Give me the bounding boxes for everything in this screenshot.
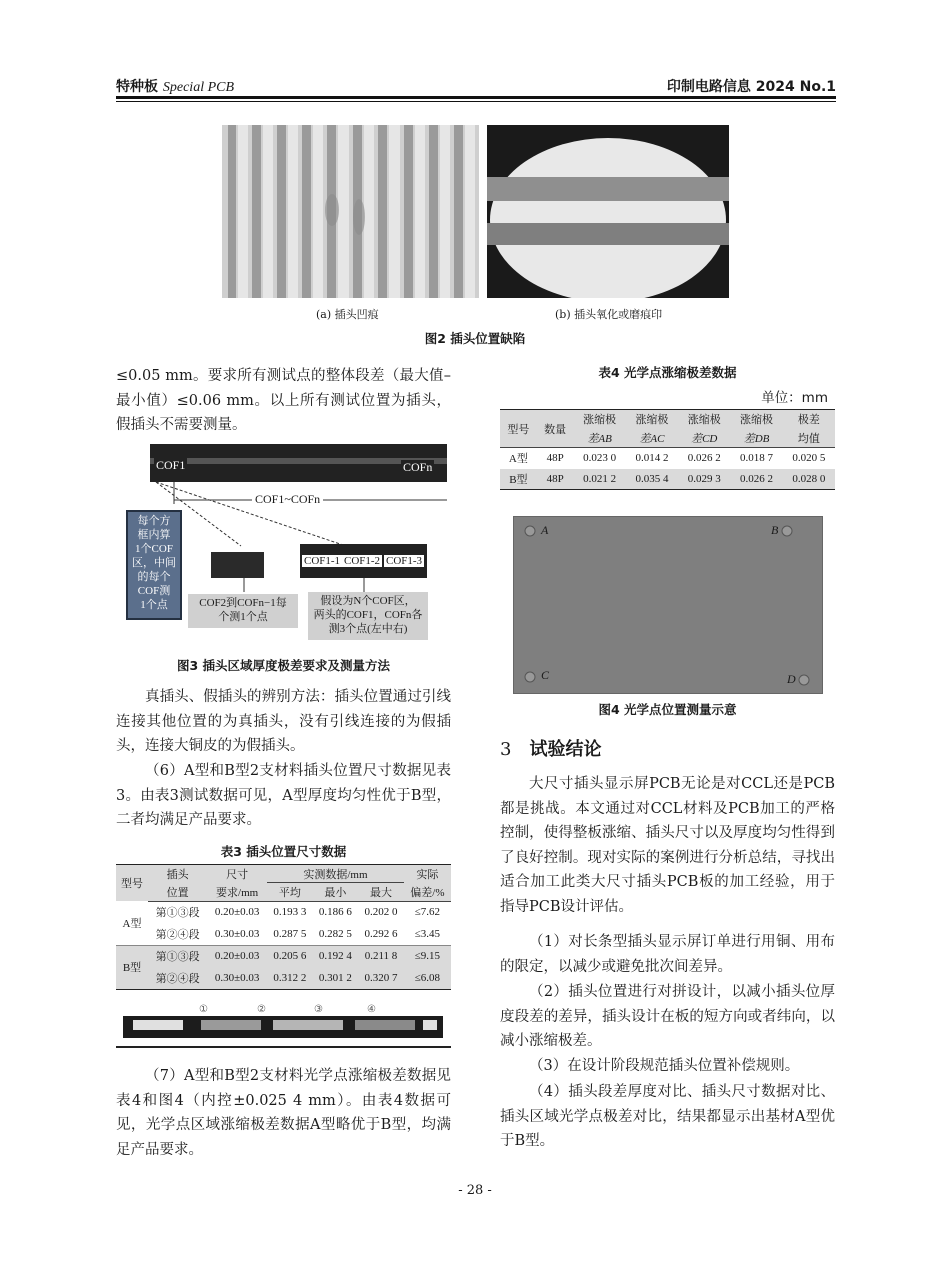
- running-header-right: 印制电路信息 2024 No.1: [666, 79, 836, 95]
- t3-model-a: A型: [116, 901, 148, 945]
- end-cof-note: 假设为N个COF区， 两头的COF1，COFn各 测3个点(左中右): [308, 592, 428, 640]
- table-cell: 48P: [537, 469, 574, 490]
- figure-3-caption: 图3 插头区域厚度极差要求及测量方法: [176, 658, 391, 673]
- table-4: [500, 409, 835, 490]
- table-cell: 0.30±0.03: [207, 923, 267, 945]
- fiducial-b-label: B: [771, 523, 779, 537]
- figure-4-caption: 图4 光学点位置测量示意: [598, 702, 737, 717]
- t3-header-model: 型号: [116, 865, 148, 902]
- t4-header-ab-line2: 差AB: [587, 432, 612, 445]
- section-3-intro: 大尺寸插头显示屏PCB无论是对CCL还是PCB都是挑战。本文通过对CCL材料及PCB加工的严格控制，使得整板涨缩、插头尺寸以及厚度均匀性得到了良好控制。现对实际的案例进行分析总结，寻找出适合加工此类大尺寸插头PCB板的加工经验，用于指导PCB设计评估。: [500, 776, 835, 915]
- fiducial-c-label: C: [541, 668, 550, 682]
- t3-model-b: B型: [116, 945, 148, 989]
- fiducial-b-marker: [782, 526, 792, 536]
- figure-2a-image: [222, 125, 479, 298]
- t4-header-mean-2: [783, 429, 835, 448]
- t3-header-plug-2: 位置: [148, 883, 207, 901]
- plug-strip-graphic: [123, 1004, 443, 1040]
- t3-header-max: 最大: [358, 883, 404, 901]
- t4-header-ac-2: [626, 429, 678, 448]
- table-cell: ≤3.45: [404, 923, 451, 945]
- fiducial-d-marker: [799, 675, 809, 685]
- t4-header-mean-line2: 均值: [797, 432, 820, 445]
- strip-mark-3: ③: [314, 1004, 323, 1015]
- t4-header-ac-line1: 涨缩极: [635, 414, 669, 427]
- conclusion-item-3: （3）在设计阶段规范插头位置补偿规则。: [529, 1058, 800, 1074]
- t4-header-cd: [678, 410, 730, 429]
- header-rule-thin: [116, 101, 836, 102]
- t4-header-cd-2: [678, 429, 730, 448]
- t3-header-dev: 实际: [404, 865, 451, 883]
- figure-2b-subcaption: (b) 插头氧化或磨痕印: [555, 308, 663, 321]
- page-number: - 28 -: [458, 1183, 492, 1198]
- paragraph-table3-intro: （6）A型和B型2支材料插头位置尺寸数据见表3。由表3测试数据可见，A型厚度均匀性优于B型，二者均满足产品要求。: [116, 763, 451, 828]
- cof1-label: COF1: [156, 458, 186, 472]
- t3-header-min: 最小: [313, 883, 359, 901]
- table-cell: 0.287 5: [267, 923, 313, 945]
- cof1-3-label: COF1-3: [386, 555, 423, 567]
- table-cell: 第①③段: [155, 907, 200, 920]
- cof-region-note: 每个方 框内算 1个COF 区，中间 的每个 COF测 1个点: [126, 510, 182, 620]
- conclusion-item-1: （1）对长条型插头显示屏订单进行用铜、用布的限定，以减少或避免批次间差异。: [500, 934, 835, 975]
- t4-header-ab-line1: 涨缩极: [583, 414, 617, 427]
- table-cell: ≤9.15: [404, 945, 451, 967]
- table-cell: 0.192 4: [313, 945, 359, 967]
- t3-header-dev-2: 偏差/%: [404, 883, 451, 901]
- table-3: [116, 864, 451, 990]
- table-cell: 0.018 7: [740, 452, 774, 465]
- table-cell: 0.021 2: [574, 469, 626, 490]
- t3-header-plug: 插头: [148, 865, 207, 883]
- strip-mark-2: ②: [257, 1004, 266, 1015]
- table-cell: 0.026 2: [687, 452, 721, 465]
- figure-4-panel: [513, 516, 823, 694]
- figure-2b-image: [487, 125, 729, 298]
- t4-header-db-2: [730, 429, 782, 448]
- table-cell: ≤6.08: [404, 967, 451, 989]
- plug-dent-photo: [222, 125, 479, 298]
- fiducial-a-label: A: [541, 523, 549, 537]
- t4-header-mean-line1: 极差: [797, 414, 820, 427]
- paragraph-thickness-requirement: ≤0.05 mm。要求所有测试点的整体段差（最大值–最小值）≤0.06 mm。以上所有测试位置为插头，假插头不需要测量。: [116, 368, 451, 433]
- conclusion-item-2: （2）插头位置进行对拼设计，以减小插头位厚度段差的差异，插头设计在板的短方向或者纬向，以减小涨缩极差。: [500, 984, 835, 1049]
- table-cell: 0.292 6: [358, 923, 404, 945]
- t4-header-ac-line2: 差AC: [639, 432, 665, 445]
- t4-header-ab-2: [574, 429, 626, 448]
- t3-header-avg: 平均: [267, 883, 313, 901]
- header-rule: [116, 96, 836, 99]
- table-cell: A型: [508, 453, 528, 466]
- table-cell: 0.023 0: [583, 452, 617, 465]
- table-cell: 0.205 6: [267, 945, 313, 967]
- conclusion-item-4: （4）插头段差厚度对比、插头尺寸数据对比、插头区域光学点极差对比，结果都显示出基材A型优于B型。: [500, 1084, 835, 1149]
- cof-span-label: COF1~COFn: [252, 492, 323, 507]
- table-cell: 0.026 2: [730, 469, 782, 490]
- table-3-caption: 表3 插头位置尺寸数据: [220, 844, 347, 859]
- middle-cof-note: COF2到COFn−1每 个测1个点: [188, 594, 298, 628]
- strip-mark-1: ①: [199, 1004, 208, 1015]
- table-cell: 0.211 8: [358, 945, 404, 967]
- section-3-number: 3: [500, 739, 512, 760]
- table-cell: 0.029 3: [678, 469, 730, 490]
- table-cell: 0.20±0.03: [207, 945, 267, 967]
- table-cell: 0.312 2: [267, 967, 313, 989]
- table-cell: 0.020 5: [792, 452, 826, 465]
- table-cell: 0.301 2: [313, 967, 359, 989]
- table-cell: 0.193 3: [273, 906, 307, 919]
- t4-header-mean: [783, 410, 835, 429]
- table-cell: 0.028 0: [783, 469, 835, 490]
- fiducial-c-marker: [525, 672, 535, 682]
- paragraph-table4-intro: （7）A型和B型2支材料光学点涨缩极差数据见表4和图4（内控±0.025 4 mm）。由表4数据可见，光学点区域涨缩极差数据A型略优于B型，均满足产品要求。: [116, 1068, 451, 1158]
- table-4-unit: 单位：mm: [761, 390, 828, 406]
- table-cell: 0.282 5: [313, 923, 359, 945]
- plug-oxidation-photo: [487, 125, 729, 298]
- table-cell: ≤7.62: [414, 906, 441, 919]
- t3-header-measured: 实测数据/mm: [267, 865, 404, 883]
- t4-header-db-line2: 差DB: [743, 432, 770, 445]
- t4-header-ac: [626, 410, 678, 429]
- figure-2-caption: 图2 插头位置缺陷: [424, 331, 526, 346]
- t4-header-model: 型号: [500, 410, 537, 448]
- table-4-caption: 表4 光学点涨缩极差数据: [598, 365, 737, 380]
- fiducial-d-label: D: [787, 672, 796, 686]
- cofn-label: COFn: [403, 460, 433, 474]
- figure-4-fiducials: [514, 517, 822, 693]
- section-3-heading: [500, 735, 601, 761]
- t4-header-ab: [574, 410, 626, 429]
- strip-mark-4: ④: [367, 1004, 376, 1015]
- cof1-1-label: COF1-1: [304, 555, 341, 567]
- table-cell: 48P: [546, 452, 564, 465]
- table-cell: B型: [500, 469, 537, 490]
- plug-strip-image: [123, 1004, 443, 1040]
- table-cell: 第②④段: [148, 923, 207, 945]
- t3-header-size: 尺寸: [207, 865, 267, 883]
- table-cell: 0.014 2: [635, 452, 669, 465]
- t4-header-cd-line1: 涨缩极: [687, 414, 721, 427]
- t3-header-size-2: 要求/mm: [207, 883, 267, 901]
- t4-header-count: 数量: [537, 410, 574, 448]
- figure-3: [116, 440, 451, 652]
- t4-header-cd-line2: 差CD: [691, 432, 718, 445]
- table-cell: 0.320 7: [358, 967, 404, 989]
- paragraph-true-false-plug: 真插头、假插头的辨别方法：插头位置通过引线连接其他位置的为真插头，没有引线连接的为假插头，连接大铜皮的为假插头。: [116, 689, 451, 754]
- table-cell: 第①③段: [148, 945, 207, 967]
- cof1-2-label: COF1-2: [344, 555, 381, 567]
- table-cell: 0.20±0.03: [214, 906, 260, 919]
- table-cell: 0.202 0: [364, 906, 398, 919]
- fiducial-a-marker: [525, 526, 535, 536]
- table-cell: 0.186 6: [318, 906, 352, 919]
- t4-header-db-line1: 涨缩极: [740, 414, 774, 427]
- figure-2a-subcaption: (a) 插头凹痕: [316, 308, 379, 321]
- table-3-bottom-rule: [116, 1046, 451, 1048]
- section-3-title: 试验结论: [529, 739, 602, 760]
- t4-header-db: [730, 410, 782, 429]
- table-cell: 0.30±0.03: [207, 967, 267, 989]
- table-cell: 0.035 4: [626, 469, 678, 490]
- table-cell: 第②④段: [148, 967, 207, 989]
- running-header-left: 特种板 Special PCB: [116, 79, 235, 95]
